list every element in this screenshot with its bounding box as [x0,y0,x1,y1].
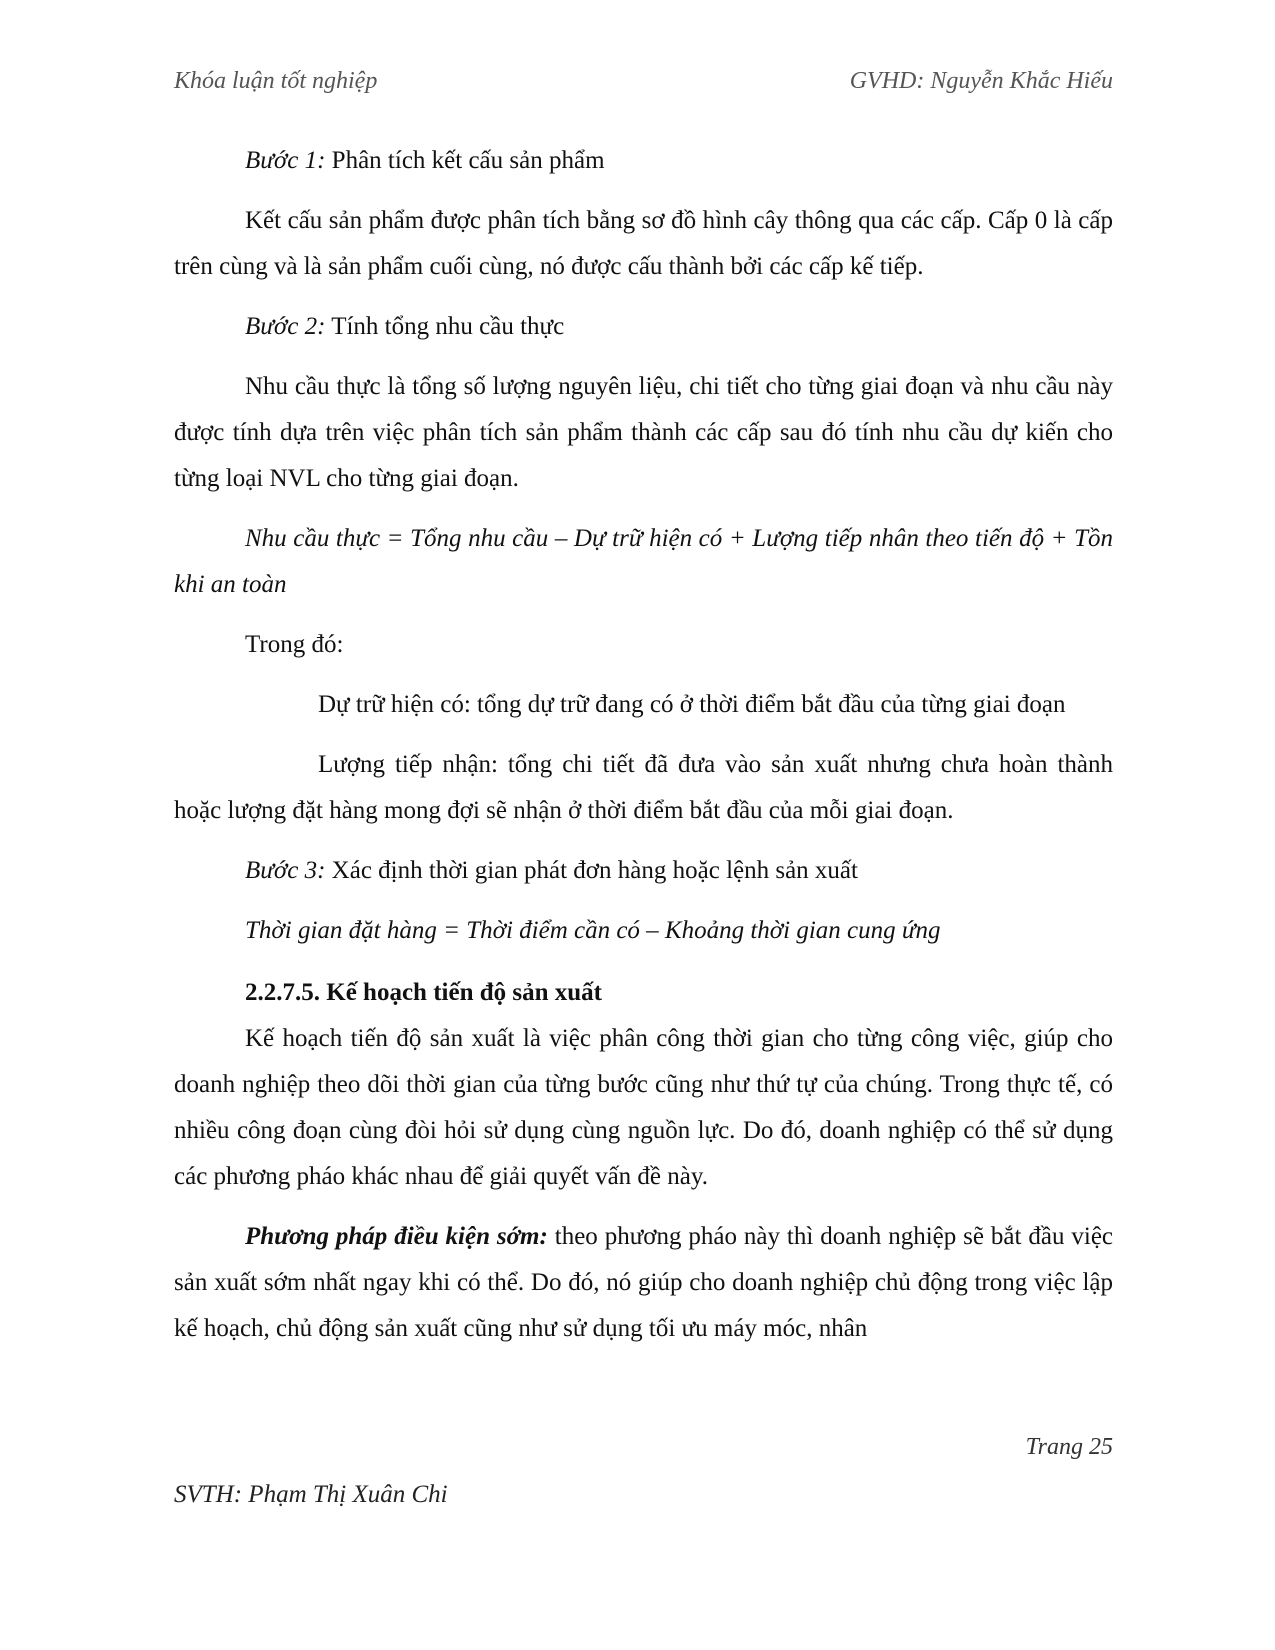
paragraph-4-label: Phương pháp điều kiện sớm: [245,1223,548,1250]
paragraph-4-text: theo phương pháo này thì doanh nghiệp sẽ bắt đầu việc sản xuất sớm nhất ngay khi có thể. Do đó, nó giúp cho doanh nghiệp chủ động trong việc lập kế hoạch, chủ động sản xuất cũng như sử dụng tối ưu máy móc, nhân [174,1223,1114,1342]
step-2 [174,304,1113,350]
step-2-label: Bước 2: [245,313,326,340]
step-3-text: Xác định thời gian phát đơn hàng hoặc lệnh sản xuất [325,857,858,884]
page-number: Trang 25 [1025,1434,1113,1460]
where-label: Trong đó: [245,631,344,658]
document-body [174,138,1113,1352]
formula-order-time: Thời gian đặt hàng = Thời điểm cần có – Khoảng thời gian cung ứng [245,917,941,944]
step-3 [174,848,1113,894]
header-advisor: GVHD: Nguyễn Khắc Hiếu [849,68,1113,94]
step-1-label: Bước 1: [245,147,326,174]
paragraph-3: Kế hoạch tiến độ sản xuất là việc phân công thời gian cho từng công việc, giúp cho doanh nghiệp theo dõi thời gian của từng bước cũng như thứ tự của chúng. Trong thực tế, có nhiều công đoạn cùng đòi hỏi sử dụng cùng nguồn lực. Do đó, doanh nghiệp có thể sử dụng các phương pháo khác nhau để giải quyết vấn đề này. [174,1025,1113,1190]
section-heading: 2.2.7.5. Kế hoạch tiến độ sản xuất [245,979,602,1006]
paragraph-2: Nhu cầu thực là tổng số lượng nguyên liệu, chi tiết cho từng giai đoạn và nhu cầu này được tính dựa trên việc phân tích sản phẩm thành các cấp sau đó tính nhu cầu dự kiến cho từng loại NVL cho từng giai đoạn. [174,373,1113,492]
step-1 [174,138,1113,184]
footer-author: SVTH: Phạm Thị Xuân Chi [174,1481,448,1508]
step-2-text: Tính tổng nhu cầu thực [325,313,565,340]
paragraph-1: Kết cấu sản phẩm được phân tích bằng sơ đồ hình cây thông qua các cấp. Cấp 0 là cấp trên cùng và là sản phẩm cuối cùng, nó được cấu thành bởi các cấp kế tiếp. [174,207,1113,280]
step-3-label: Bước 3: [245,857,326,884]
step-1-text: Phân tích kết cấu sản phẩm [325,147,605,174]
header-title: Khóa luận tốt nghiệp [174,68,378,94]
paragraph-4 [174,1214,1113,1352]
definition-inventory: Dự trữ hiện có: tổng dự trữ đang có ở thời điểm bắt đầu của từng giai đoạn [318,691,1066,718]
definition-receipts: Lượng tiếp nhận: tổng chi tiết đã đưa vào sản xuất nhưng chưa hoàn thành hoặc lượng đặt hàng mong đợi sẽ nhận ở thời điểm bắt đầu của mỗi giai đoạn. [174,751,1113,824]
formula-net-demand: Nhu cầu thực = Tổng nhu cầu – Dự trữ hiện có + Lượng tiếp nhân theo tiến độ + Tồn khi an toàn [174,525,1113,598]
